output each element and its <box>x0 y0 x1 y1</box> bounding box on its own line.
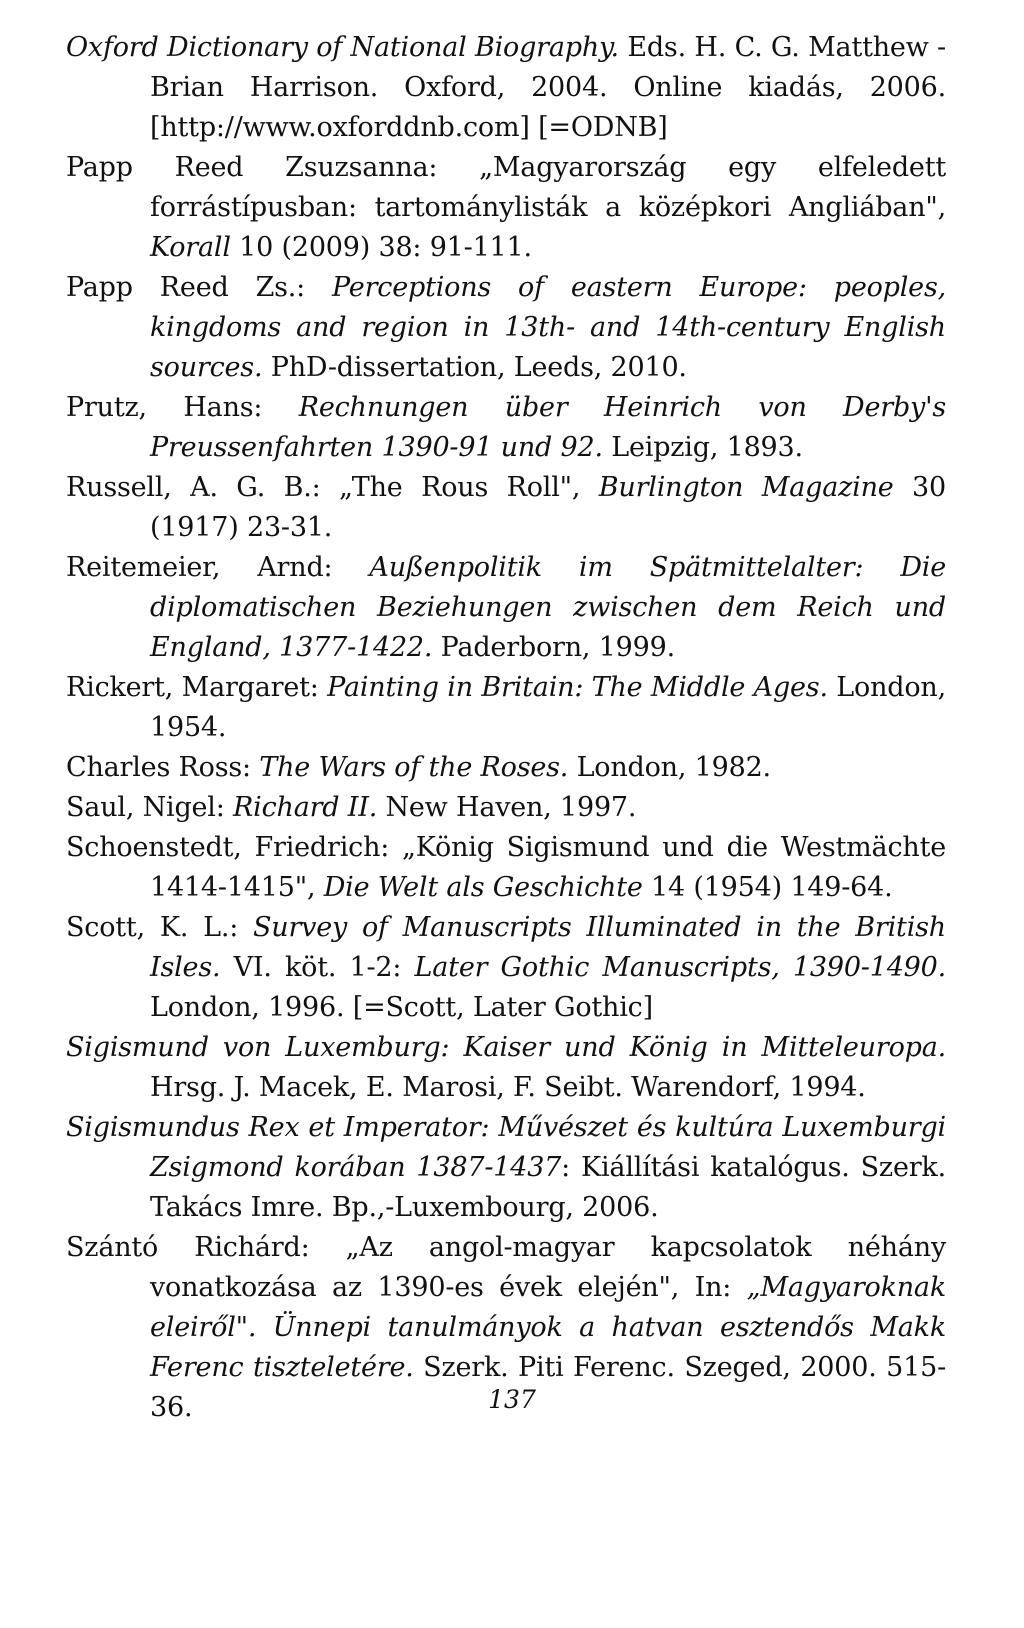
bibliography-entry <box>66 668 946 748</box>
entry-title-text: Korall <box>150 232 231 263</box>
bibliography-entry <box>66 28 946 148</box>
entry-text: PhD-dissertation, Leeds, 2010. <box>262 352 687 383</box>
entry-text: Szerk. Piti Ferenc. Szeged, 2000. 515-36. <box>150 1352 946 1423</box>
entry-title-text: The Wars of the Roses. <box>259 752 569 783</box>
page-number: 137 <box>488 1385 536 1414</box>
entry-text: Eds. H. C. G. Matthew - Brian Harrison. Oxford, 2004. Online kiadás, 2006. [http://www.oxforddnb.com] [=ODNB] <box>150 32 946 143</box>
entry-text: Saul, Nigel: <box>66 792 234 823</box>
entry-text: London, 1954. <box>150 672 946 743</box>
entry-text: Hrsg. J. Macek, E. Marosi, F. Seibt. Warendorf, 1994. <box>150 1072 866 1103</box>
entry-title-text: Painting in Britain: The Middle Ages. <box>327 672 828 703</box>
entry-title-text: Rechnungen über Heinrich von Derby's Preussenfahrten 1390-91 und 92. <box>150 392 946 463</box>
entry-title-text: Außenpolitik im Spätmittelalter: Die diplomatischen Beziehungen zwischen dem Reich und England, 1377-1422. <box>150 552 946 663</box>
entry-title-text: Survey of Manuscripts Illuminated in the British Isles. <box>150 912 946 983</box>
bibliography-entry <box>66 388 946 468</box>
entry-text: New Haven, 1997. <box>377 792 637 823</box>
entry-text: London, 1982. <box>568 752 771 783</box>
entry-title-text: Die Welt als Geschichte <box>323 872 643 903</box>
bibliography-entry <box>66 748 946 788</box>
entry-text: Papp Reed Zs.: <box>66 272 333 303</box>
entry-title-text: Later Gothic Manuscripts, 1390-1490. <box>414 952 947 983</box>
entry-text: Russell, A. G. B.: „The Rous Roll", <box>66 472 599 503</box>
entry-title-text: Sigismund von Luxemburg: Kaiser und König in Mitteleuropa. <box>66 1032 946 1063</box>
entry-title-text: Oxford Dictionary of National Biography. <box>66 32 619 63</box>
entry-title-text: „Magyaroknak eleiről". Ünnepi tanulmányok a hatvan esztendős Makk Ferenc tiszteletére. <box>150 1272 946 1383</box>
bibliography-entry <box>66 268 946 388</box>
entry-text: Reitemeier, Arnd: <box>66 552 370 583</box>
entry-text: London, 1996. [=Scott, Later Gothic] <box>150 992 653 1023</box>
bibliography-entry <box>66 1028 946 1108</box>
entry-text: Leipzig, 1893. <box>602 432 803 463</box>
entry-text: Schoenstedt, Friedrich: „König Sigismund und die Westmächte 1414-1415", <box>66 832 946 903</box>
entry-text: Prutz, Hans: <box>66 392 299 423</box>
bibliography-entry <box>66 908 946 1028</box>
entry-text: Szántó Richárd: „Az angol-magyar kapcsolatok néhány vonatkozása az 1390-es évek elején", In: <box>66 1232 946 1303</box>
entry-title-text: Perceptions of eastern Europe: peoples, kingdoms and region in 13th- and 14th-century English sources. <box>150 272 946 383</box>
bibliography-entry <box>66 548 946 668</box>
entry-text: Charles Ross: <box>66 752 260 783</box>
entry-text: Paderborn, 1999. <box>432 632 675 663</box>
bibliography-entry <box>66 468 946 548</box>
bibliography-entry <box>66 828 946 908</box>
entry-text: Scott, K. L.: <box>66 912 253 943</box>
entry-text: VI. köt. 1-2: <box>220 952 415 983</box>
bibliography-entry <box>66 788 946 828</box>
entry-text: : Kiállítási katalógus. Szerk. Takács Imre. Bp.,-Luxembourg, 2006. <box>150 1152 946 1223</box>
entry-title-text: Burlington Magazine <box>598 472 894 503</box>
entry-text: 10 (2009) 38: 91-111. <box>230 232 532 263</box>
bibliography-list <box>66 28 946 1428</box>
entry-text: Rickert, Margaret: <box>66 672 328 703</box>
entry-text: 14 (1954) 149-64. <box>642 872 893 903</box>
bibliography-entry <box>66 148 946 268</box>
entry-title-text: Richard II. <box>233 792 378 823</box>
entry-text: Papp Reed Zsuzsanna: „Magyarország egy elfeledett forrástípusban: tartománylisták a középkori Angliában", <box>66 152 946 223</box>
bibliography-entry <box>66 1108 946 1228</box>
entry-text: 30 (1917) 23-31. <box>150 472 946 543</box>
entry-title-text: Sigismundus Rex et Imperator: Művészet és kultúra Luxemburgi Zsigmond korában 1387-1437 <box>66 1112 946 1183</box>
